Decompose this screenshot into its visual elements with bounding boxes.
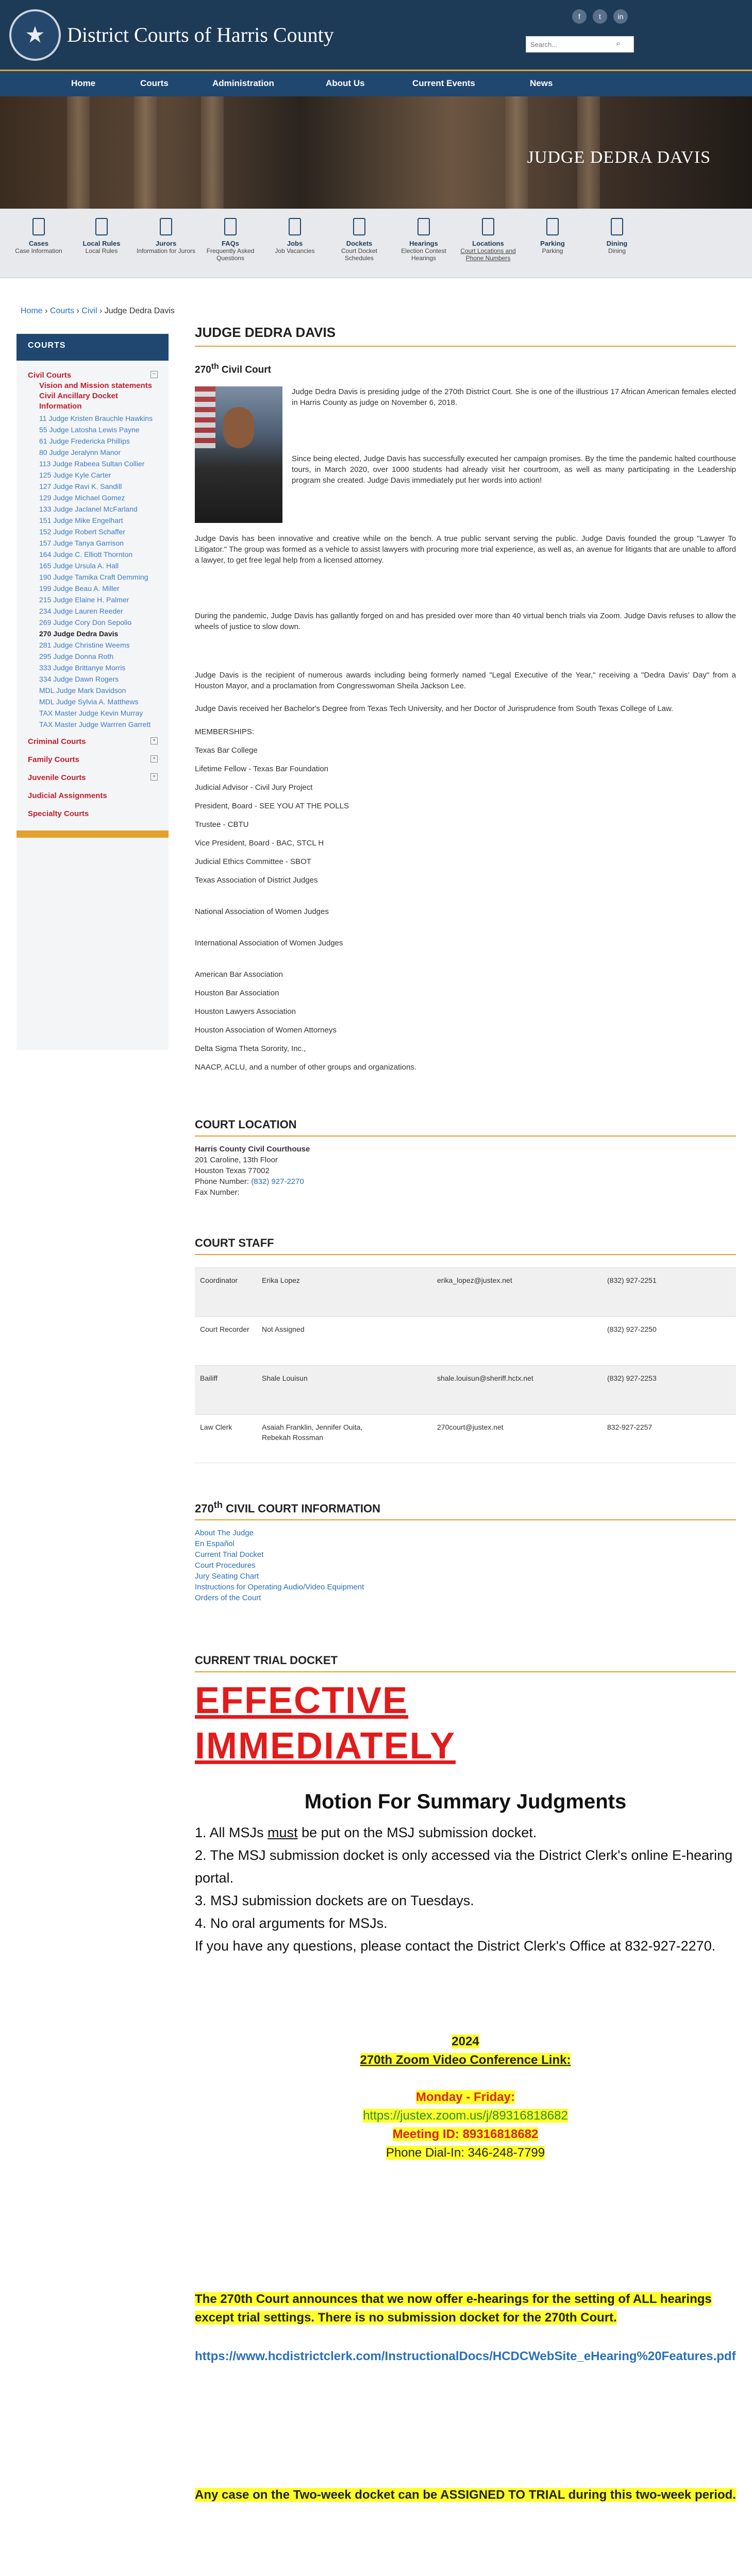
two-week-notice: Any case on the Two-week docket can be ASSIGNED TO TRIAL during this two-week period. xyxy=(195,2488,736,2502)
info-link-av-instructions[interactable]: Instructions for Operating Audio/Video Equipment xyxy=(195,1583,364,1592)
page-title: JUDGE DEDRA DAVIS xyxy=(195,325,736,347)
court-subtitle: 270th Civil Court xyxy=(195,362,271,376)
staff-phone: 832-927-2257 xyxy=(607,1423,653,1431)
facebook-icon[interactable]: f xyxy=(572,9,587,24)
staff-role: Coordinator xyxy=(200,1276,238,1284)
sidebar xyxy=(16,334,169,1050)
cases-icon xyxy=(32,218,45,235)
info-link-about[interactable]: About The Judge xyxy=(195,1529,254,1538)
staff-phone: (832) 927-2253 xyxy=(607,1374,657,1382)
quick-link-hearings[interactable]: Hearings Election Contest Hearings xyxy=(393,218,455,262)
quick-link-faqs[interactable]: FAQs Frequently Asked Questions xyxy=(199,218,261,262)
membership-item: International Association of Women Judges xyxy=(195,939,343,947)
staff-phone: (832) 927-2250 xyxy=(607,1325,657,1333)
staff-email[interactable]: 270court@justex.net xyxy=(437,1423,504,1431)
sidebar-judge-link[interactable]: TAX Master Judge Warrren Garrett xyxy=(39,720,151,728)
msj-rules xyxy=(195,1821,736,1957)
sidebar-judge-link[interactable]: MDL Judge Mark Davidson xyxy=(39,686,126,694)
main-content xyxy=(195,325,736,2502)
nav-news[interactable]: News xyxy=(530,78,553,88)
sidebar-footer-bar xyxy=(16,831,169,838)
info-link-jury-chart[interactable]: Jury Seating Chart xyxy=(195,1572,259,1581)
sidebar-judge-link[interactable]: 129 Judge Michael Gomez xyxy=(39,494,125,502)
banner-title: JUDGE DEDRA DAVIS xyxy=(527,148,711,167)
phone-line: Phone Number: (832) 927-2270 xyxy=(195,1177,304,1186)
sidebar-judge-link[interactable]: 133 Judge Jaclanel McFarland xyxy=(39,505,138,513)
sidebar-item-vision[interactable]: Vision and Mission statements xyxy=(39,381,152,390)
search-icon[interactable]: ⌕ xyxy=(616,39,621,48)
msj-rule-3: 3. MSJ submission dockets are on Tuesdays. xyxy=(195,1893,474,1908)
dockets-icon xyxy=(353,218,365,235)
info-link-orders[interactable]: Orders of the Court xyxy=(195,1594,261,1603)
sidebar-judge-link[interactable]: 333 Judge Brittanye Morris xyxy=(39,664,126,672)
jurors-icon xyxy=(160,218,172,235)
zoom-meeting-id: Meeting ID: 89316818682 xyxy=(392,2127,539,2141)
zoom-info xyxy=(195,2032,736,2162)
sidebar-item-ancillary[interactable]: Civil Ancillary Docket Information xyxy=(39,392,118,411)
staff-name: Erika Lopez xyxy=(262,1276,300,1284)
expand-toggle-icon[interactable]: + xyxy=(151,773,158,781)
linkedin-icon[interactable]: in xyxy=(613,9,628,24)
membership-item: American Bar Association xyxy=(195,970,283,979)
breadcrumb: Home › Courts › Civil › Judge Dedra Davis xyxy=(21,307,175,315)
zoom-year: 2024 xyxy=(452,2035,479,2048)
quick-link-dining[interactable]: Dining Dining xyxy=(586,218,648,255)
msj-title: Motion For Summary Judgments xyxy=(304,1790,627,1813)
nav-current-events[interactable]: Current Events xyxy=(412,78,475,88)
table-row xyxy=(195,1267,736,1316)
sidebar-judge-link[interactable]: 80 Judge Jeralynn Manor xyxy=(39,448,121,456)
sidebar-item-judicial[interactable]: Judicial Assignments xyxy=(28,791,107,800)
bio-paragraph: Judge Davis is the recipient of numerous awards including being formerly named "Legal Executive of the Year," receiving a "Dedra Davis' Day" from a Houston Mayor, and a proclamation from Congresswoman Sheila Jackson Lee. xyxy=(195,671,736,690)
info-link-espanol[interactable]: En Español xyxy=(195,1539,235,1549)
rules-icon xyxy=(95,218,108,235)
sidebar-judge-link[interactable]: 61 Judge Fredericka Phillips xyxy=(39,437,130,445)
parking-icon xyxy=(546,218,559,235)
memberships-label: MEMBERSHIPS: xyxy=(195,727,255,736)
judge-photo xyxy=(195,386,282,523)
msj-contact: If you have any questions, please contact the District Clerk's Office at 832-927-2270. xyxy=(195,1938,716,1954)
info-link-trial-docket[interactable]: Current Trial Docket xyxy=(195,1550,264,1560)
court-staff-heading: COURT STAFF xyxy=(195,1236,736,1255)
trial-docket-section xyxy=(195,1654,736,1672)
sidebar-judge-link[interactable]: 55 Judge Latosha Lewis Payne xyxy=(39,426,140,434)
hearings-icon xyxy=(417,218,430,235)
membership-item: National Association of Women Judges xyxy=(195,907,329,916)
membership-item: Vice President, Board - BAC, STCL H xyxy=(195,839,324,848)
sidebar-item-specialty[interactable]: Specialty Courts xyxy=(28,809,89,818)
membership-item: Texas Association of District Judges xyxy=(195,876,318,885)
membership-item: Judicial Ethics Committee - SBOT xyxy=(195,857,311,866)
faq-icon xyxy=(224,218,237,235)
sidebar-item-family[interactable]: Family Courts xyxy=(28,755,80,764)
staff-email[interactable]: erika_lopez@justex.net xyxy=(437,1276,512,1284)
membership-item: Lifetime Fellow - Texas Bar Foundation xyxy=(195,765,329,773)
sidebar-judge-link[interactable]: 269 Judge Cory Don Sepolio xyxy=(39,618,132,626)
sidebar-judge-current[interactable]: 270 Judge Dedra Davis xyxy=(39,630,119,638)
staff-name: Not Assigned xyxy=(262,1325,305,1333)
zoom-phone: Phone Dial-In: 346-248-7799 xyxy=(386,2146,545,2160)
sidebar-judge-link[interactable]: 165 Judge Ursula A. Hall xyxy=(39,562,119,570)
court-staff-section xyxy=(195,1236,736,1255)
nav-courts[interactable]: Courts xyxy=(140,78,169,88)
staff-role: Law Clerk xyxy=(200,1423,232,1431)
jobs-icon xyxy=(289,218,301,235)
dining-icon xyxy=(611,218,623,235)
sidebar-judge-link[interactable]: 281 Judge Christine Weems xyxy=(39,641,130,649)
membership-item: Houston Association of Women Attorneys xyxy=(195,1026,337,1035)
ehearing-link[interactable]: https://www.hcdistrictclerk.com/InstructionalDocs/HCDCWebSite_eHearing%20Features.pdf xyxy=(195,2349,736,2363)
twitter-icon[interactable]: t xyxy=(593,9,607,24)
bio-paragraph: Judge Dedra Davis is presiding judge of the 270th District Court. She is one of the illustrious 17 African American females elected in Harris County as judge on November 6, 2018. xyxy=(292,387,736,407)
sidebar-judge-link[interactable]: 199 Judge Beau A. Miller xyxy=(39,584,120,592)
sidebar-item-juvenile[interactable]: Juvenile Courts xyxy=(28,773,86,782)
site-header xyxy=(0,0,752,70)
nav-about-us[interactable]: About Us xyxy=(326,78,365,88)
star-icon: ★ xyxy=(25,22,45,48)
location-icon xyxy=(482,218,494,235)
staff-role: Bailiff xyxy=(200,1374,218,1382)
quick-links-bar xyxy=(0,209,752,278)
expand-toggle-icon[interactable]: + xyxy=(151,737,158,744)
effective-banner: EFFECTIVE xyxy=(195,1680,409,1721)
expand-toggle-icon[interactable]: + xyxy=(151,755,158,762)
quick-link-jobs[interactable]: Jobs Job Vacancies xyxy=(264,218,326,255)
staff-name: Asaiah Franklin, Jennifer Ouita, Rebekah Rossman xyxy=(262,1423,363,1442)
court-location-heading: COURT LOCATION xyxy=(195,1118,736,1137)
membership-item: NAACP, ACLU, and a number of other groups and organizations. xyxy=(195,1063,416,1072)
zoom-title: 270th Zoom Video Conference Link: xyxy=(360,2053,571,2067)
nav-administration[interactable]: Administration xyxy=(212,78,274,88)
zoom-days: Monday - Friday: xyxy=(415,2090,515,2104)
court-location-section xyxy=(195,1118,736,1198)
immediately-banner: IMMEDIATELY xyxy=(195,1725,456,1767)
sidebar-judge-link[interactable]: 151 Judge Mike Engelhart xyxy=(39,516,123,524)
quick-link-parking[interactable]: Parking Parking xyxy=(522,218,583,255)
courthouse-name: Harris County Civil Courthouse xyxy=(195,1145,310,1154)
breadcrumb-courts[interactable]: Courts xyxy=(49,307,75,315)
phone-link[interactable]: (832) 927-2270 xyxy=(251,1177,304,1186)
quick-link-cases[interactable]: Cases Case Information xyxy=(8,218,70,255)
sidebar-judge-link[interactable]: MDL Judge Sylvia A. Matthews xyxy=(39,698,139,706)
quick-link-local-rules[interactable]: Local Rules Local Rules xyxy=(71,218,132,255)
sidebar-judge-link[interactable]: 113 Judge Rabeea Sultan Collier xyxy=(39,460,145,468)
bio-paragraph: Since being elected, Judge Davis has successfully executed her campaign promises. By the time the pandemic halted courthouse tours, in March 2020, over 1000 students had already visit her courtroom, as well as many participating in the Leadership program she created. Judge Davis immediately put her words into action! xyxy=(292,454,736,485)
sidebar-item-civil-courts[interactable]: Civil Courts xyxy=(28,371,72,380)
membership-item: President, Board - SEE YOU AT THE POLLS xyxy=(195,802,349,810)
breadcrumb-civil[interactable]: Civil xyxy=(81,307,97,315)
quick-link-locations[interactable]: Locations Court Locations and Phone Numbers xyxy=(457,218,519,262)
sidebar-judge-link[interactable]: TAX Master Judge Kevin Murray xyxy=(39,709,143,717)
page-banner xyxy=(0,96,752,209)
msj-rule-1: 1. All MSJs must be put on the MSJ submission docket. xyxy=(195,1825,537,1840)
trial-docket-heading: CURRENT TRIAL DOCKET xyxy=(195,1654,736,1672)
sidebar-judge-link[interactable]: 215 Judge Elaine H. Palmer xyxy=(39,596,129,604)
membership-item: Houston Bar Association xyxy=(195,989,279,997)
staff-phone: (832) 927-2251 xyxy=(607,1276,657,1284)
sidebar-judge-link[interactable]: 125 Judge Kyle Carter xyxy=(39,471,111,479)
membership-item: Texas Bar College xyxy=(195,746,258,755)
staff-role: Court Recorder xyxy=(200,1325,249,1333)
quick-link-jurors[interactable]: Jurors Information for Jurors xyxy=(135,218,197,255)
bio-paragraph: During the pandemic, Judge Davis has gallantly forged on and has presided over more than 40 virtual bench trials via Zoom. Judge Davis refuses to allow the wheels of justice to slow down. xyxy=(195,612,736,631)
nav-home[interactable]: Home xyxy=(71,78,96,88)
sidebar-judge-link[interactable]: 234 Judge Lauren Reeder xyxy=(39,607,123,615)
table-row xyxy=(195,1414,736,1463)
civil-court-info-heading: 270th CIVIL COURT INFORMATION xyxy=(195,1499,736,1520)
zoom-link[interactable]: https://justex.zoom.us/j/89316818682 xyxy=(363,2109,568,2123)
sidebar-judge-link[interactable]: 164 Judge C. Elliott Thornton xyxy=(39,550,133,558)
address-line-1: 201 Caroline, 13th Floor xyxy=(195,1156,278,1164)
site-title[interactable]: District Courts of Harris County xyxy=(67,23,334,46)
membership-item: Trustee - CBTU xyxy=(195,820,249,829)
sidebar-judge-link[interactable]: 127 Judge Ravi K. Sandill xyxy=(39,482,122,490)
civil-court-info-section xyxy=(195,1499,736,1603)
county-seal-logo[interactable] xyxy=(9,9,61,61)
table-row xyxy=(195,1365,736,1414)
sidebar-judge-link[interactable]: 11 Judge Kristen Brauchle Hawkins xyxy=(39,414,153,422)
bio-paragraph: Judge Davis received her Bachelor's Degree from Texas Tech University, and her Doctor of Jurisprudence from South Texas College of Law. xyxy=(195,704,674,713)
sidebar-judge-link[interactable]: 157 Judge Tanya Garrison xyxy=(39,539,124,547)
table-row xyxy=(195,1316,736,1365)
sidebar-item-criminal[interactable]: Criminal Courts xyxy=(28,737,86,746)
bio-paragraph: Judge Davis has been innovative and creative while on the bench. A true public servant serving the public. Judge Davis founded the group "Lawyer To Litigator." The group was formed as a vehicle to assist lawyers with procuring more trial experience, as well as, an avenue for litigants that are unable to afford a lawyer, to get free legal help from a licensed attorney. xyxy=(195,534,736,565)
info-link-procedures[interactable]: Court Procedures xyxy=(195,1561,256,1570)
main-nav xyxy=(0,70,752,96)
ehearing-notice: The 270th Court announces that we now offer e-hearings for the setting of ALL hearings except trial settings. There is no submission docket for the 270th Court. xyxy=(195,2292,712,2325)
breadcrumb-current: Judge Dedra Davis xyxy=(104,307,175,315)
sidebar-header: COURTS xyxy=(16,334,169,361)
collapse-toggle-icon[interactable]: − xyxy=(151,371,158,378)
membership-item: Houston Lawyers Association xyxy=(195,1007,296,1016)
staff-name: Shale Louisun xyxy=(262,1374,308,1382)
memberships xyxy=(195,726,736,1073)
sidebar-judge-link[interactable]: 295 Judge Donna Roth xyxy=(39,652,113,660)
sidebar-judge-link[interactable]: 334 Judge Dawn Rogers xyxy=(39,675,119,683)
membership-item: Delta Sigma Theta Sorority, Inc., xyxy=(195,1044,306,1053)
msj-rule-2: 2. The MSJ submission docket is only accessed via the District Clerk's online E-hearing portal. xyxy=(195,1848,733,1886)
sidebar-judge-link[interactable]: 152 Judge Robert Schaffer xyxy=(39,528,126,536)
sidebar-judge-link[interactable]: 190 Judge Tamika Craft Demming xyxy=(39,573,148,581)
breadcrumb-home[interactable]: Home xyxy=(21,307,43,315)
msj-rule-4: 4. No oral arguments for MSJs. xyxy=(195,1916,388,1931)
staff-email[interactable]: shale.louisun@sheriff.hctx.net xyxy=(437,1374,533,1382)
address-line-2: Houston Texas 77002 xyxy=(195,1166,270,1175)
quick-link-dockets[interactable]: Dockets Court Docket Schedules xyxy=(328,218,390,262)
membership-item: Judicial Advisor - Civil Jury Project xyxy=(195,783,313,792)
fax-line: Fax Number: xyxy=(195,1188,240,1197)
